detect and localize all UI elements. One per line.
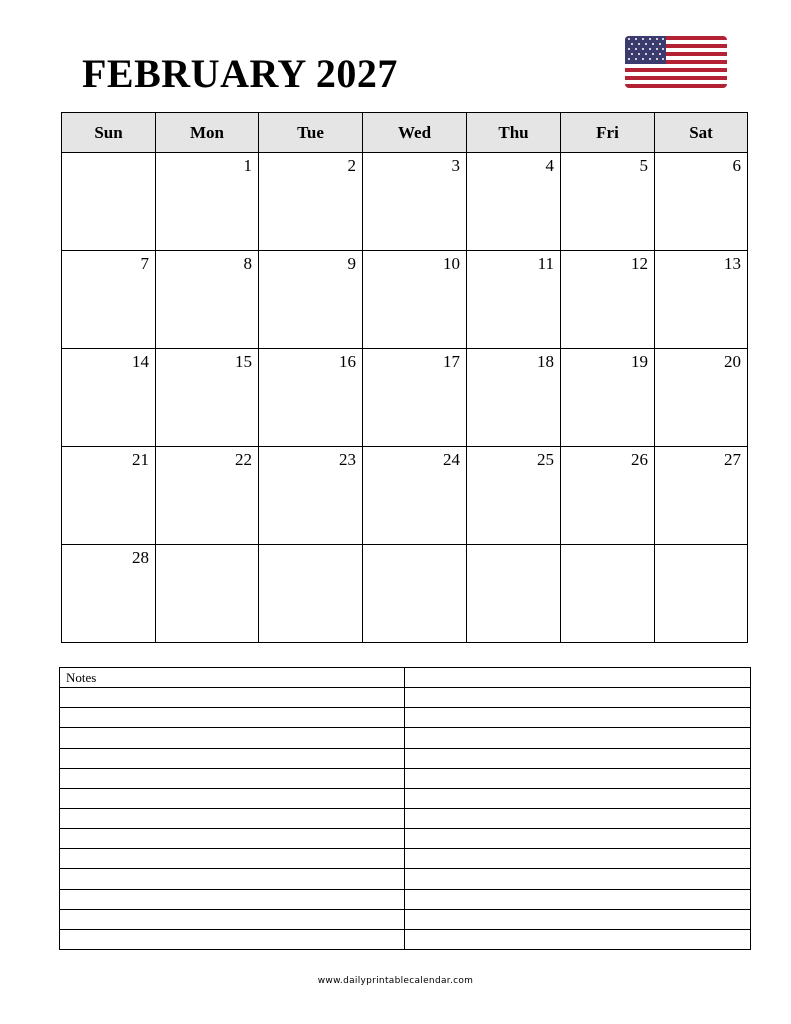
- day-number: 15: [235, 352, 252, 371]
- day-number: 14: [132, 352, 149, 371]
- day-number: 9: [347, 254, 356, 273]
- day-number: 22: [235, 450, 252, 469]
- note-line[interactable]: [60, 910, 404, 930]
- weekday-tue: Tue: [259, 113, 363, 153]
- day-number: 2: [347, 156, 356, 175]
- note-line[interactable]: [60, 829, 404, 849]
- day-number: 26: [631, 450, 648, 469]
- day-cell[interactable]: [259, 153, 363, 251]
- week-row: [62, 153, 748, 251]
- note-line[interactable]: [60, 749, 404, 769]
- note-line[interactable]: [405, 728, 750, 748]
- day-number: 20: [724, 352, 741, 371]
- day-cell[interactable]: [467, 153, 561, 251]
- day-number: 10: [443, 254, 460, 273]
- day-number: 5: [639, 156, 648, 175]
- note-line[interactable]: [60, 728, 404, 748]
- calendar-grid: [61, 112, 748, 643]
- day-cell[interactable]: [467, 251, 561, 349]
- page-title: FEBRUARY 2027: [82, 51, 398, 96]
- day-number: 13: [724, 254, 741, 273]
- day-number: [62, 153, 155, 156]
- note-line[interactable]: [60, 769, 404, 789]
- day-cell[interactable]: [62, 153, 156, 251]
- day-number: 11: [537, 254, 554, 273]
- weekday-fri: Fri: [561, 113, 655, 153]
- day-cell[interactable]: [62, 349, 156, 447]
- note-line[interactable]: [60, 849, 404, 869]
- day-number: 28: [132, 548, 149, 567]
- weekday-header-row: [62, 113, 748, 153]
- day-cell[interactable]: [363, 251, 467, 349]
- weekday-mon: Mon: [156, 113, 259, 153]
- day-cell[interactable]: [156, 349, 259, 447]
- note-line[interactable]: [405, 930, 750, 949]
- notes-section: [59, 667, 751, 950]
- day-cell[interactable]: [156, 153, 259, 251]
- notes-column-left: [60, 668, 405, 949]
- day-number: 12: [631, 254, 648, 273]
- day-cell[interactable]: [156, 545, 259, 643]
- note-line[interactable]: [60, 789, 404, 809]
- day-cell[interactable]: [156, 447, 259, 545]
- weekday-sat: Sat: [655, 113, 748, 153]
- day-cell[interactable]: [156, 251, 259, 349]
- day-cell[interactable]: [561, 153, 655, 251]
- day-cell[interactable]: [363, 153, 467, 251]
- day-number: 16: [339, 352, 356, 371]
- weekday-sun: Sun: [62, 113, 156, 153]
- day-cell[interactable]: [561, 545, 655, 643]
- day-number: 23: [339, 450, 356, 469]
- day-cell[interactable]: [363, 447, 467, 545]
- note-line[interactable]: [405, 668, 750, 688]
- day-cell[interactable]: [655, 251, 748, 349]
- note-line[interactable]: [405, 789, 750, 809]
- day-number: [156, 545, 258, 548]
- day-number: 1: [243, 156, 252, 175]
- day-cell[interactable]: [655, 153, 748, 251]
- day-number: [259, 545, 362, 548]
- note-line[interactable]: [405, 688, 750, 708]
- day-cell[interactable]: [467, 545, 561, 643]
- day-number: 3: [451, 156, 460, 175]
- note-line[interactable]: [405, 829, 750, 849]
- day-cell[interactable]: [467, 447, 561, 545]
- day-cell[interactable]: [467, 349, 561, 447]
- note-line[interactable]: [60, 809, 404, 829]
- note-line[interactable]: [405, 849, 750, 869]
- day-number: [467, 545, 560, 548]
- note-line[interactable]: [405, 769, 750, 789]
- day-cell[interactable]: [363, 349, 467, 447]
- week-row: [62, 545, 748, 643]
- day-number: 27: [724, 450, 741, 469]
- day-number: [363, 545, 466, 548]
- day-number: 19: [631, 352, 648, 371]
- note-line[interactable]: [60, 930, 404, 949]
- day-number: 18: [537, 352, 554, 371]
- week-row: [62, 251, 748, 349]
- note-line[interactable]: [60, 708, 404, 728]
- day-number: 8: [243, 254, 252, 273]
- week-row: [62, 447, 748, 545]
- day-cell[interactable]: [363, 545, 467, 643]
- day-cell[interactable]: [561, 349, 655, 447]
- day-cell[interactable]: [655, 545, 748, 643]
- day-number: 6: [732, 156, 741, 175]
- note-line[interactable]: [405, 708, 750, 728]
- day-number: 21: [132, 450, 149, 469]
- day-number: 4: [545, 156, 554, 175]
- note-line[interactable]: [60, 688, 404, 708]
- day-cell[interactable]: [259, 251, 363, 349]
- day-number: 25: [537, 450, 554, 469]
- day-number: [561, 545, 654, 548]
- weekday-thu: Thu: [467, 113, 561, 153]
- note-line[interactable]: [405, 890, 750, 910]
- day-cell[interactable]: [259, 545, 363, 643]
- day-cell[interactable]: [561, 447, 655, 545]
- day-cell[interactable]: [259, 349, 363, 447]
- day-number: 7: [140, 254, 149, 273]
- footer-url: www.dailyprintablecalendar.com: [317, 976, 474, 986]
- day-cell[interactable]: [62, 447, 156, 545]
- notes-column-right: [405, 668, 750, 949]
- note-line[interactable]: [60, 890, 404, 910]
- note-line[interactable]: [405, 749, 750, 769]
- day-cell[interactable]: [259, 447, 363, 545]
- week-row: [62, 349, 748, 447]
- day-cell[interactable]: [62, 545, 156, 643]
- day-cell[interactable]: [655, 447, 748, 545]
- note-line[interactable]: [405, 809, 750, 829]
- note-line[interactable]: [405, 910, 750, 930]
- note-line[interactable]: [405, 869, 750, 889]
- notes-label: Notes: [60, 668, 404, 688]
- day-number: [655, 545, 747, 548]
- day-cell[interactable]: [62, 251, 156, 349]
- day-number: 24: [443, 450, 460, 469]
- day-cell[interactable]: [561, 251, 655, 349]
- day-number: 17: [443, 352, 460, 371]
- note-line[interactable]: [60, 869, 404, 889]
- weekday-wed: Wed: [363, 113, 467, 153]
- us-flag-icon: [625, 36, 727, 88]
- day-cell[interactable]: [655, 349, 748, 447]
